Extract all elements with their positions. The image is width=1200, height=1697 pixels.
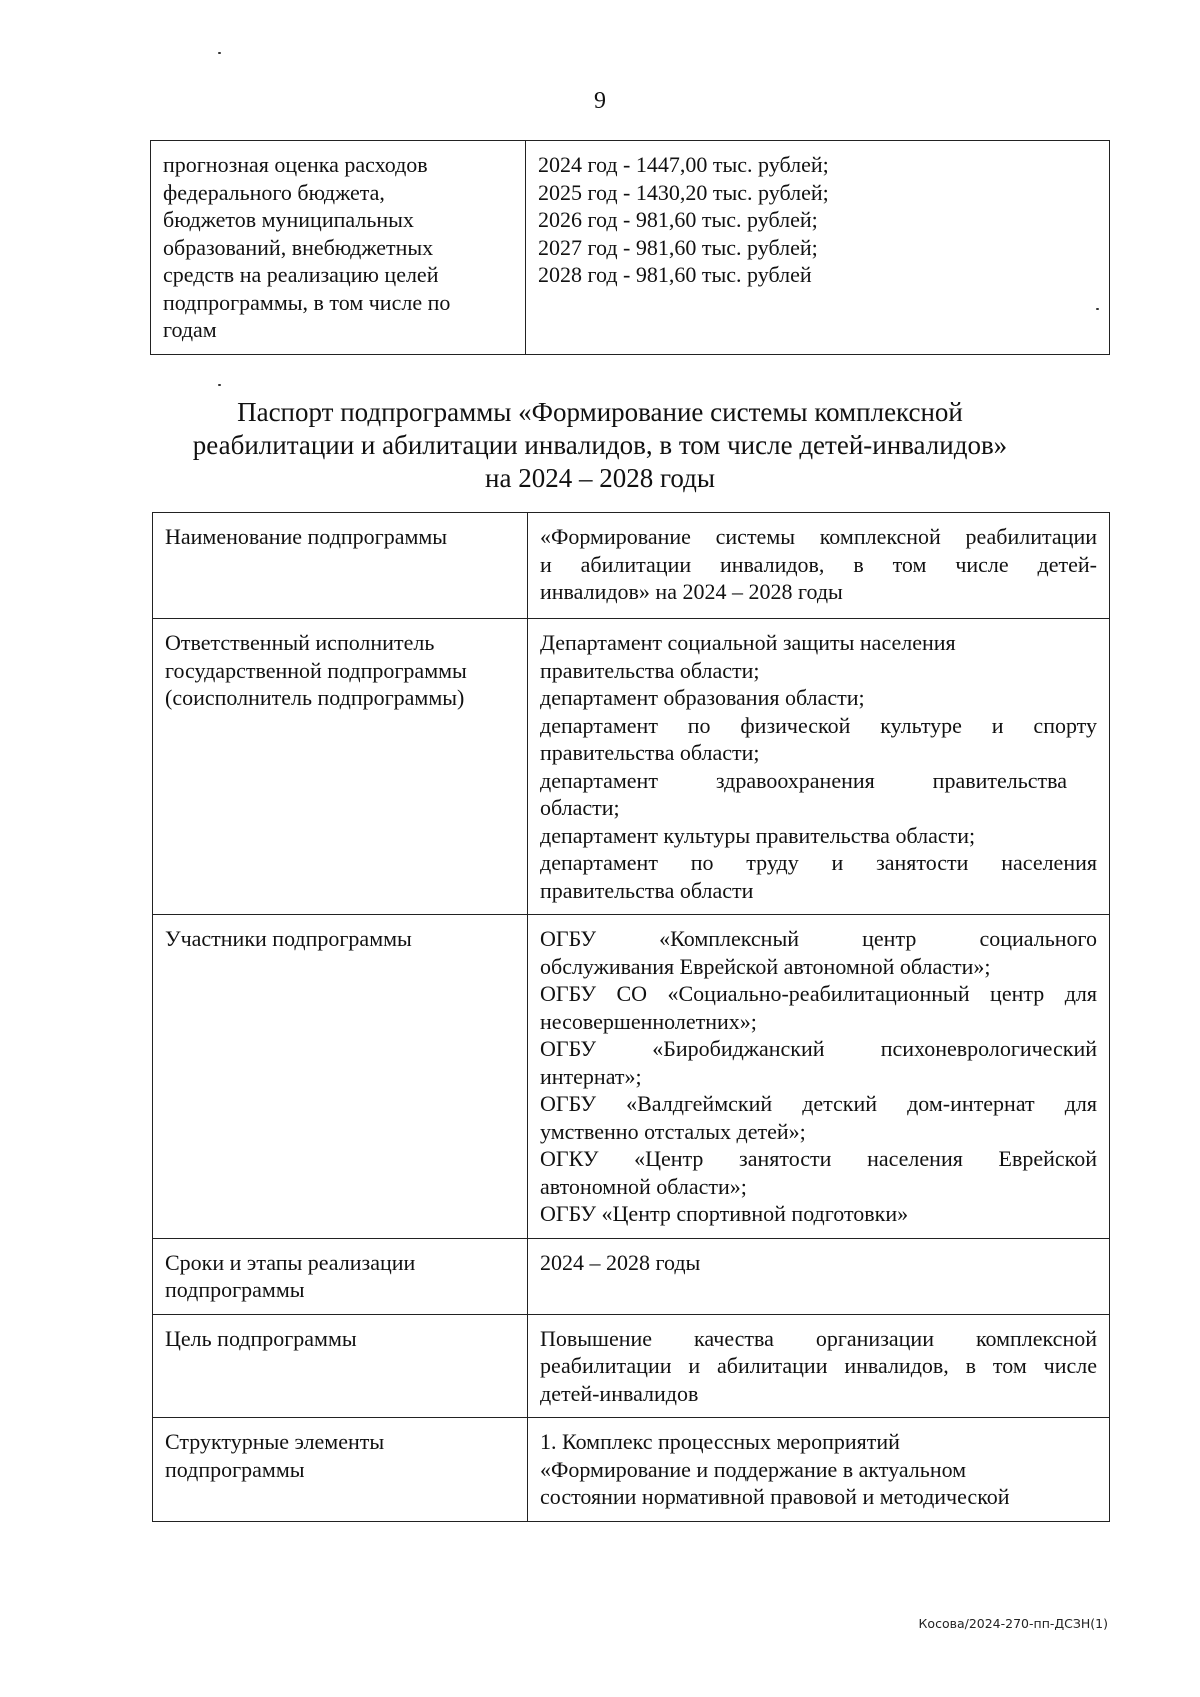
- text-line: 2024 год - 1447,00 тыс. рублей;: [538, 152, 829, 177]
- text-line: правительства области;: [540, 740, 760, 765]
- budget-forecast-table: [150, 140, 1110, 355]
- structure-label: [153, 1418, 528, 1522]
- terms-label: [153, 1238, 528, 1314]
- text-line: ОГБУ «Центр спортивной подготовки»: [540, 1201, 909, 1226]
- text-line: правительства области;: [540, 657, 760, 683]
- text-line: государственной подпрограммы: [165, 657, 467, 683]
- text-line: подпрограммы, в том числе по: [163, 289, 451, 315]
- text-line: правительства области: [540, 877, 754, 903]
- text-line: Сроки и этапы реализации: [165, 1249, 416, 1275]
- document-footer-code: Косова/2024-270-пп-ДСЗН(1): [918, 1616, 1108, 1631]
- scan-speck: [1096, 308, 1099, 310]
- text-line: прогнозная оценка расходов: [163, 152, 428, 177]
- name-label: [153, 513, 528, 619]
- text-line: умственно отсталых детей»;: [540, 1118, 806, 1144]
- name-value: [528, 513, 1110, 619]
- text-line: 2024 – 2028 годы: [540, 1249, 701, 1275]
- table-row: [151, 141, 1110, 355]
- table-row: [153, 619, 1110, 915]
- text-line: 2028 год - 981,60 тыс. рублей: [538, 262, 812, 287]
- text-line: Наименование подпрограммы: [165, 524, 448, 549]
- text-line: ОГБУ «Валдгеймский детский дом-интернат для: [540, 1091, 1097, 1116]
- page-number: 9: [594, 88, 606, 114]
- text-line: ОГБУ «Комплексный центр социального: [540, 926, 1097, 951]
- text-line: федерального бюджета,: [163, 179, 385, 205]
- text-line: обслуживания Еврейской автономной области»;: [540, 953, 991, 979]
- responsible-value: [528, 619, 1110, 915]
- text-line: инвалидов» на 2024 – 2028 годы: [540, 579, 843, 604]
- title-line: реабилитации и абилитации инвалидов, в том числе детей-инвалидов»: [192, 430, 1008, 460]
- participants-value: [528, 915, 1110, 1239]
- text-line: департамент культуры правительства области;: [540, 822, 976, 848]
- text-line: Департамент социальной защиты населения: [540, 630, 956, 655]
- text-line: ОГБУ «Биробиджанский психоневрологический: [540, 1036, 1097, 1061]
- text-line: и абилитации инвалидов, в том числе детей-: [540, 551, 1097, 577]
- table-row: [153, 1418, 1110, 1522]
- text-line: Цель подпрограммы: [165, 1325, 357, 1351]
- table-row: [153, 1314, 1110, 1418]
- text-line: подпрограммы: [165, 1277, 305, 1302]
- text-line: средств на реализацию целей: [163, 262, 439, 287]
- text-line: детей-инвалидов: [540, 1380, 699, 1406]
- passport-table: [152, 512, 1110, 1522]
- text-line: интернат»;: [540, 1063, 642, 1089]
- text-line: 2027 год - 981,60 тыс. рублей;: [538, 234, 818, 260]
- goal-value: [528, 1314, 1110, 1418]
- responsible-label: [153, 619, 528, 915]
- text-line: Ответственный исполнитель: [165, 630, 435, 655]
- terms-value: [528, 1238, 1110, 1314]
- text-line: ОГБУ СО «Социально-реабилитационный центр для: [540, 981, 1097, 1006]
- table-row: [153, 915, 1110, 1239]
- text-line: бюджетов муниципальных: [163, 207, 414, 232]
- title-line: на 2024 – 2028 годы: [485, 463, 715, 493]
- text-line: 2026 год - 981,60 тыс. рублей;: [538, 207, 818, 232]
- budget-forecast-label: [151, 141, 526, 355]
- text-line: 2025 год - 1430,20 тыс. рублей;: [538, 179, 829, 205]
- participants-label: [153, 915, 528, 1239]
- text-line: «Формирование и поддержание в актуальном: [540, 1456, 967, 1482]
- text-line: реабилитации и абилитации инвалидов, в том числе: [540, 1353, 1097, 1378]
- scan-speck: [218, 384, 221, 386]
- text-line: образований, внебюджетных: [163, 234, 434, 260]
- table-row: [153, 1238, 1110, 1314]
- text-line: 1. Комплекс процессных мероприятий: [540, 1429, 900, 1454]
- scan-speck: [218, 52, 221, 54]
- text-line: состоянии нормативной правовой и методической: [540, 1484, 1010, 1509]
- text-line: автономной области»;: [540, 1173, 747, 1199]
- text-line: «Формирование системы комплексной реабилитации: [540, 524, 1097, 549]
- structure-value: [528, 1418, 1110, 1522]
- text-line: департамент образования области;: [540, 685, 865, 710]
- goal-label: [153, 1314, 528, 1418]
- text-line: ОГКУ «Центр занятости населения Еврейской: [540, 1146, 1097, 1171]
- text-line: Структурные элементы: [165, 1429, 385, 1454]
- text-line: несовершеннолетних»;: [540, 1008, 757, 1034]
- text-line: департамент по физической культуре и спорту: [540, 712, 1097, 738]
- text-line: годам: [163, 317, 217, 342]
- text-line: подпрограммы: [165, 1456, 305, 1482]
- text-line: (соисполнитель подпрограммы): [165, 685, 465, 710]
- text-line: области;: [540, 795, 620, 820]
- text-line: департамент по труду и занятости населения: [540, 850, 1097, 875]
- budget-forecast-values: [526, 141, 1110, 355]
- text-line: Повышение качества организации комплексной: [540, 1325, 1097, 1351]
- title-line: Паспорт подпрограммы «Формирование системы комплексной: [237, 397, 963, 427]
- passport-title: [0, 396, 1200, 495]
- text-line: департамент здравоохранения правительства: [540, 767, 1067, 793]
- table-row: [153, 513, 1110, 619]
- text-line: Участники подпрограммы: [165, 926, 412, 951]
